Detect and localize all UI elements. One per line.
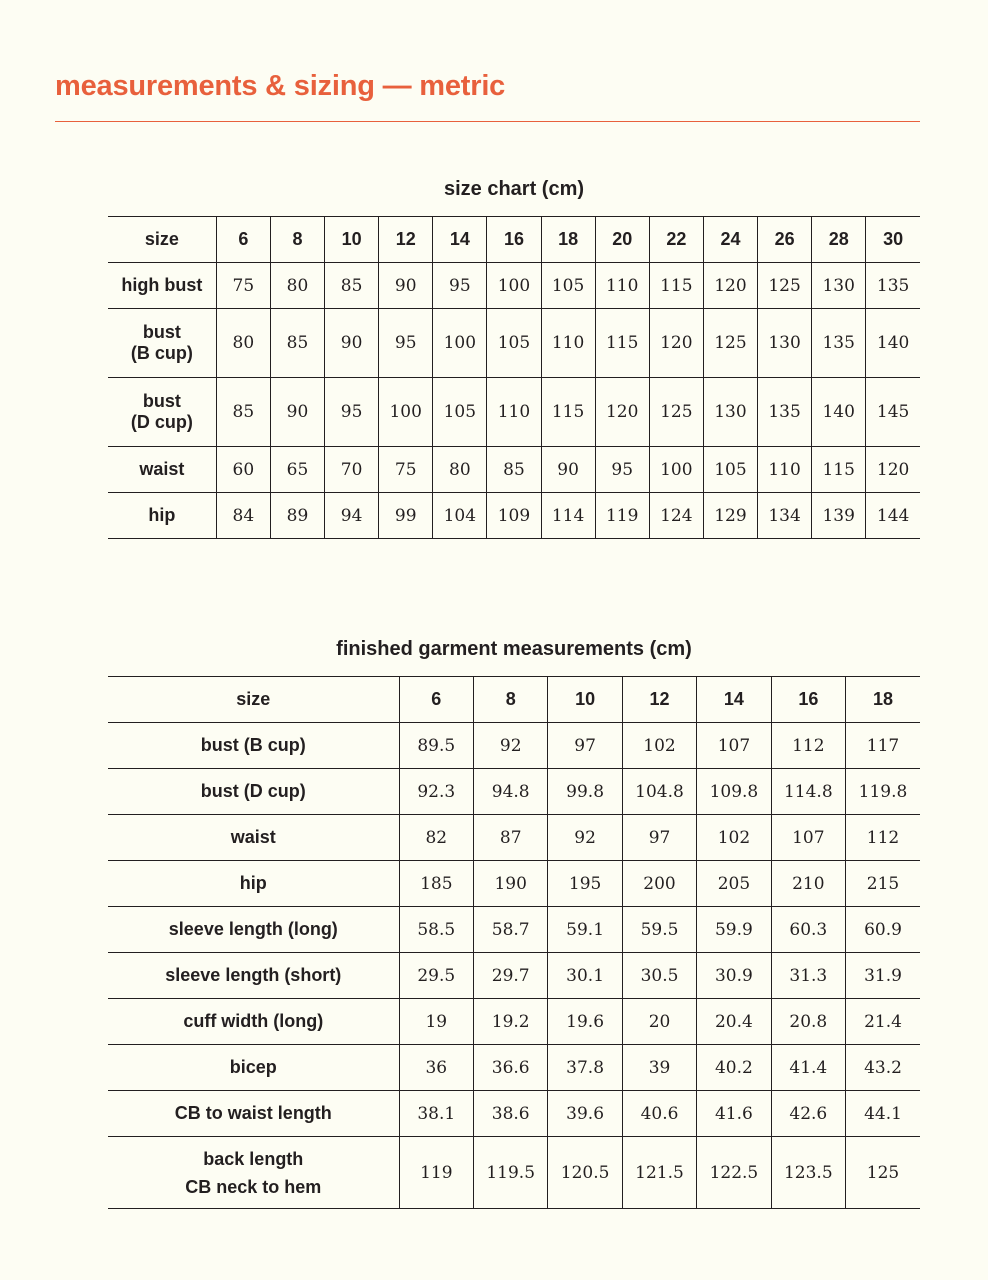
measurement-cell: 135 [866, 263, 920, 309]
measurement-cell: 59.9 [697, 907, 771, 953]
measurement-cell: 75 [379, 447, 433, 493]
measurement-cell: 120 [595, 378, 649, 447]
size-header-cell: 6 [399, 677, 473, 723]
row-label: hip [108, 493, 216, 539]
table-row [108, 1045, 920, 1091]
measurement-cell: 92 [474, 723, 548, 769]
measurement-cell: 19.6 [548, 999, 622, 1045]
measurement-cell: 85 [487, 447, 541, 493]
table-row [108, 263, 920, 309]
size-header-cell: 12 [622, 677, 696, 723]
size-header-cell: 28 [812, 217, 866, 263]
measurement-cell: 95 [379, 309, 433, 378]
size-header-cell: 8 [474, 677, 548, 723]
row-label: bust (D cup) [108, 769, 399, 815]
row-label-line-2: (D cup) [130, 412, 193, 432]
size-header-cell: 10 [548, 677, 622, 723]
measurement-cell: 215 [846, 861, 920, 907]
row-label [108, 378, 216, 447]
measurement-cell: 95 [325, 378, 379, 447]
row-label: high bust [108, 263, 216, 309]
row-label-line-1: bust [142, 391, 181, 411]
measurement-cell: 120 [703, 263, 757, 309]
measurement-cell: 110 [758, 447, 812, 493]
measurement-cell: 139 [812, 493, 866, 539]
measurement-cell: 95 [595, 447, 649, 493]
measurement-cell: 109.8 [697, 769, 771, 815]
measurement-cell: 119 [399, 1137, 473, 1209]
finished-garment-body [108, 677, 920, 1209]
measurement-cell: 190 [474, 861, 548, 907]
table-row [108, 723, 920, 769]
measurement-cell: 75 [216, 263, 270, 309]
measurement-cell: 40.2 [697, 1045, 771, 1091]
measurement-cell: 119.8 [846, 769, 920, 815]
measurement-cell: 90 [325, 309, 379, 378]
measurement-cell: 30.9 [697, 953, 771, 999]
measurement-cell: 90 [379, 263, 433, 309]
measurement-cell: 104.8 [622, 769, 696, 815]
measurement-cell: 195 [548, 861, 622, 907]
measurement-cell: 29.5 [399, 953, 473, 999]
measurement-cell: 92.3 [399, 769, 473, 815]
table-row [108, 309, 920, 378]
measurement-cell: 21.4 [846, 999, 920, 1045]
measurement-cell: 114.8 [771, 769, 845, 815]
measurement-cell: 110 [595, 263, 649, 309]
size-chart-table [108, 216, 920, 539]
size-chart-title: size chart (cm) [443, 178, 585, 200]
table-row [108, 1091, 920, 1137]
measurement-cell: 125 [846, 1137, 920, 1209]
table-row [108, 378, 920, 447]
size-header-cell: 18 [846, 677, 920, 723]
size-header-cell: 14 [433, 217, 487, 263]
measurement-cell: 36.6 [474, 1045, 548, 1091]
measurement-cell: 102 [697, 815, 771, 861]
measurement-cell: 121.5 [622, 1137, 696, 1209]
table-row [108, 861, 920, 907]
table-row [108, 493, 920, 539]
table-row [108, 1137, 920, 1209]
size-header-cell: 20 [595, 217, 649, 263]
size-header-cell: 22 [649, 217, 703, 263]
measurement-cell: 58.7 [474, 907, 548, 953]
table-row [108, 999, 920, 1045]
row-label: bicep [108, 1045, 399, 1091]
size-header-cell: 8 [270, 217, 324, 263]
measurement-cell: 38.6 [474, 1091, 548, 1137]
measurement-cell: 114 [541, 493, 595, 539]
measurement-cell: 85 [270, 309, 324, 378]
measurement-cell: 97 [622, 815, 696, 861]
measurement-cell: 100 [649, 447, 703, 493]
measurement-cell: 19 [399, 999, 473, 1045]
measurement-cell: 90 [541, 447, 595, 493]
measurement-cell: 210 [771, 861, 845, 907]
measurement-cell: 94.8 [474, 769, 548, 815]
measurement-cell: 107 [771, 815, 845, 861]
measurement-cell: 135 [812, 309, 866, 378]
measurement-cell: 80 [216, 309, 270, 378]
size-header-cell: 12 [379, 217, 433, 263]
measurement-cell: 20 [622, 999, 696, 1045]
size-header-cell: 16 [771, 677, 845, 723]
measurement-cell: 99 [379, 493, 433, 539]
row-label: waist [108, 447, 216, 493]
row-label-line-1: back length [203, 1148, 304, 1169]
measurement-cell: 59.1 [548, 907, 622, 953]
measurement-cell: 115 [649, 263, 703, 309]
measurement-cell: 89 [270, 493, 324, 539]
size-header-cell: 30 [866, 217, 920, 263]
measurement-cell: 30.5 [622, 953, 696, 999]
measurement-cell: 87 [474, 815, 548, 861]
measurement-cell: 123.5 [771, 1137, 845, 1209]
measurement-cell: 115 [541, 378, 595, 447]
measurement-cell: 130 [812, 263, 866, 309]
measurement-cell: 92 [548, 815, 622, 861]
measurement-cell: 125 [758, 263, 812, 309]
measurement-cell: 58.5 [399, 907, 473, 953]
measurement-cell: 85 [325, 263, 379, 309]
page-title: measurements & sizing — metric [55, 70, 506, 102]
measurement-cell: 110 [487, 378, 541, 447]
measurement-cell: 140 [812, 378, 866, 447]
measurement-cell: 31.3 [771, 953, 845, 999]
size-header-cell: 10 [325, 217, 379, 263]
measurement-cell: 115 [812, 447, 866, 493]
row-label: bust (B cup) [108, 723, 399, 769]
measurement-cell: 200 [622, 861, 696, 907]
measurement-cell: 134 [758, 493, 812, 539]
measurement-cell: 41.4 [771, 1045, 845, 1091]
measurement-cell: 122.5 [697, 1137, 771, 1209]
measurement-cell: 129 [703, 493, 757, 539]
measurement-cell: 109 [487, 493, 541, 539]
measurement-cell: 30.1 [548, 953, 622, 999]
measurement-cell: 60 [216, 447, 270, 493]
measurement-cell: 94 [325, 493, 379, 539]
table-row [108, 815, 920, 861]
table-row [108, 447, 920, 493]
measurement-cell: 43.2 [846, 1045, 920, 1091]
row-label: CB to waist length [108, 1091, 399, 1137]
measurement-cell: 117 [846, 723, 920, 769]
measurement-cell: 135 [758, 378, 812, 447]
measurement-cell: 44.1 [846, 1091, 920, 1137]
size-header-cell: 26 [758, 217, 812, 263]
size-chart-header-row [108, 217, 920, 263]
measurement-cell: 115 [595, 309, 649, 378]
measurement-cell: 65 [270, 447, 324, 493]
row-label: sleeve length (short) [108, 953, 399, 999]
measurement-cell: 100 [487, 263, 541, 309]
measurement-cell: 19.2 [474, 999, 548, 1045]
measurement-cell: 80 [270, 263, 324, 309]
table-row [108, 953, 920, 999]
measurement-cell: 41.6 [697, 1091, 771, 1137]
size-header-cell: 14 [697, 677, 771, 723]
table-row [108, 769, 920, 815]
size-chart-body [108, 217, 920, 539]
measurement-cell: 60.9 [846, 907, 920, 953]
measurement-cell: 100 [379, 378, 433, 447]
measurement-cell: 112 [846, 815, 920, 861]
title-divider [55, 121, 920, 122]
row-label: sleeve length (long) [108, 907, 399, 953]
size-header-cell: 24 [703, 217, 757, 263]
measurement-cell: 110 [541, 309, 595, 378]
measurement-cell: 105 [433, 378, 487, 447]
measurement-cell: 40.6 [622, 1091, 696, 1137]
measurement-cell: 105 [541, 263, 595, 309]
measurement-cell: 130 [703, 378, 757, 447]
measurement-cell: 120 [649, 309, 703, 378]
row-label: hip [108, 861, 399, 907]
size-header-label: size [108, 677, 399, 723]
measurement-cell: 89.5 [399, 723, 473, 769]
measurement-cell: 80 [433, 447, 487, 493]
measurement-cell: 140 [866, 309, 920, 378]
measurement-cell: 59.5 [622, 907, 696, 953]
measurement-cell: 124 [649, 493, 703, 539]
measurement-cell: 119 [595, 493, 649, 539]
measurement-cell: 102 [622, 723, 696, 769]
finished-garment-title: finished garment measurements (cm) [336, 638, 692, 660]
measurement-cell: 39 [622, 1045, 696, 1091]
measurement-cell: 107 [697, 723, 771, 769]
size-header-cell: 16 [487, 217, 541, 263]
measurement-cell: 144 [866, 493, 920, 539]
measurement-cell: 82 [399, 815, 473, 861]
row-label-line-1: bust [142, 322, 181, 342]
measurement-cell: 105 [487, 309, 541, 378]
measurement-cell: 119.5 [474, 1137, 548, 1209]
measurement-cell: 125 [649, 378, 703, 447]
measurement-cell: 84 [216, 493, 270, 539]
measurement-cell: 105 [703, 447, 757, 493]
size-header-cell: 6 [216, 217, 270, 263]
row-label-line-2: CB neck to hem [185, 1176, 322, 1197]
size-header-cell: 18 [541, 217, 595, 263]
measurement-cell: 20.8 [771, 999, 845, 1045]
size-header-label: size [108, 217, 216, 263]
measurement-cell: 125 [703, 309, 757, 378]
measurement-cell: 100 [433, 309, 487, 378]
measurement-cell: 130 [758, 309, 812, 378]
measurement-cell: 185 [399, 861, 473, 907]
measurement-cell: 39.6 [548, 1091, 622, 1137]
finished-garment-header-row [108, 677, 920, 723]
measurement-cell: 95 [433, 263, 487, 309]
measurement-cell: 36 [399, 1045, 473, 1091]
measurement-cell: 29.7 [474, 953, 548, 999]
measurement-cell: 38.1 [399, 1091, 473, 1137]
measurement-cell: 85 [216, 378, 270, 447]
row-label: cuff width (long) [108, 999, 399, 1045]
measurement-cell: 90 [270, 378, 324, 447]
measurement-cell: 37.8 [548, 1045, 622, 1091]
measurement-cell: 42.6 [771, 1091, 845, 1137]
row-label [108, 309, 216, 378]
measurement-cell: 104 [433, 493, 487, 539]
table-row [108, 907, 920, 953]
measurement-cell: 120 [866, 447, 920, 493]
row-label [108, 1137, 399, 1209]
measurement-cell: 145 [866, 378, 920, 447]
measurement-cell: 99.8 [548, 769, 622, 815]
measurement-cell: 70 [325, 447, 379, 493]
finished-garment-table [108, 676, 920, 1209]
measurement-cell: 112 [771, 723, 845, 769]
measurement-cell: 20.4 [697, 999, 771, 1045]
measurement-cell: 31.9 [846, 953, 920, 999]
measurement-cell: 205 [697, 861, 771, 907]
row-label: waist [108, 815, 399, 861]
measurement-cell: 120.5 [548, 1137, 622, 1209]
measurement-cell: 60.3 [771, 907, 845, 953]
row-label-line-2: (B cup) [130, 343, 193, 363]
measurement-cell: 97 [548, 723, 622, 769]
